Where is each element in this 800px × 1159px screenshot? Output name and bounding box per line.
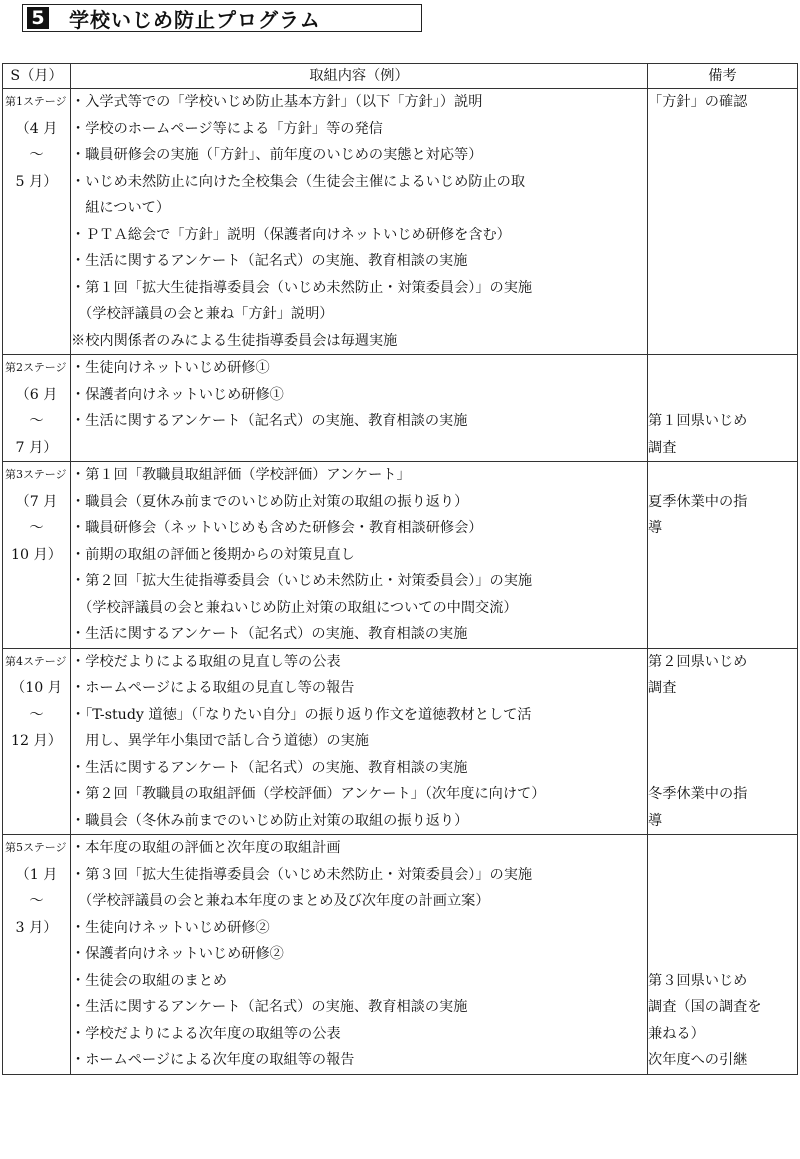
remark-line: 調査 [648, 680, 677, 696]
remark-line: 夏季休業中の指 [648, 493, 748, 510]
header-stage: S（月） [3, 64, 71, 89]
stage-line: 10 月） [11, 546, 62, 563]
stage-cell [3, 648, 71, 835]
table-body [3, 89, 798, 1075]
stage-line: ～ [29, 147, 44, 163]
remark-line: 「方針」の確認 [648, 94, 748, 110]
remark-line: 第３回県いじめ [648, 972, 748, 989]
stage-line: 7 月） [15, 439, 58, 456]
content-line: ・生活に関するアンケート（記名式）の実施、教育相談の実施 [71, 999, 468, 1015]
stage-line: 3 月） [15, 919, 58, 936]
content-line: ・職員研修会の実施（「方針」、前年度のいじめの実態と対応等） [71, 147, 483, 163]
table-row [3, 355, 798, 462]
content-line: ・生徒向けネットいじめ研修① [71, 360, 270, 376]
content-line: ・職員会（冬休み前までのいじめ防止対策の取組の振り返り） [71, 812, 469, 829]
header-content: 取組内容（例） [71, 64, 648, 89]
stage-line: 5 月） [15, 173, 58, 190]
stage-line: ～ [29, 413, 44, 429]
program-table [2, 63, 798, 1075]
content-cell [71, 355, 648, 462]
table-row [3, 89, 798, 355]
stage-line: ～ [29, 893, 44, 909]
table-row [3, 462, 798, 649]
table-row [3, 648, 798, 835]
content-line: ・職員会（夏休み前までのいじめ防止対策の取組の振り返り） [71, 493, 469, 510]
remark-line: 次年度への引継 [648, 1052, 748, 1068]
content-line: ・生活に関するアンケート（記名式）の実施、教育相談の実施 [71, 759, 468, 776]
remark-line: 導 [648, 812, 663, 829]
content-line: 組について） [71, 200, 171, 216]
content-line: ・ＰＴＡ総会で「方針」説明（保護者向けネットいじめ研修を含む） [71, 226, 511, 243]
remark-cell [648, 648, 798, 835]
content-cell [71, 89, 648, 355]
stage-line: （4 月 [15, 120, 58, 137]
content-line: ・ホームページによる取組の見直し等の報告 [71, 680, 355, 696]
stage-line: ～ [29, 706, 44, 723]
page-title: 学校いじめ防止プログラム [69, 7, 321, 32]
content-line: ・生活に関するアンケート（記名式）の実施、教育相談の実施 [71, 413, 468, 429]
content-cell [71, 648, 648, 835]
stage-cell [3, 89, 71, 355]
stage-line: （7 月 [15, 493, 58, 510]
spacer-line [648, 462, 797, 489]
remark-line: 第１回県いじめ [648, 413, 748, 429]
remark-line: 調査 [648, 439, 677, 456]
stage-line: 第2ステージ [5, 361, 67, 374]
stage-line: 12 月） [11, 733, 62, 749]
remark-cell [648, 89, 798, 355]
content-line: ・いじめ未然防止に向けた全校集会（生徒会主催によるいじめ防止の取 [71, 173, 526, 190]
content-line: ・入学式等での「学校いじめ防止基本方針」（以下「方針」）説明 [71, 94, 483, 110]
content-line: ・生活に関するアンケート（記名式）の実施、教育相談の実施 [71, 253, 468, 269]
spacer-line [648, 728, 797, 755]
content-line: ・学校だよりによる次年度の取組等の公表 [71, 1025, 341, 1042]
content-line: 用し、異学年小集団で話し合う道徳）の実施 [71, 733, 369, 749]
header-remark: 備考 [648, 64, 798, 89]
content-line: ・保護者向けネットいじめ研修① [71, 386, 284, 403]
content-line: ・「T-study 道徳」（「なりたい自分」の振り返り作文を道徳教材として活 [71, 706, 532, 723]
stage-line: 第4ステージ [5, 654, 67, 668]
stage-line: ～ [29, 520, 44, 536]
content-line: ・保護者向けネットいじめ研修② [71, 946, 284, 962]
content-line: ・職員研修会（ネットいじめも含めた研修会・教育相談研修会） [71, 520, 483, 536]
content-line: ・第２回「拡大生徒指導委員会（いじめ未然防止・対策委員会）」の実施 [71, 573, 533, 589]
table-row [3, 835, 798, 1075]
spacer-line [648, 862, 797, 889]
content-cell [71, 835, 648, 1075]
remark-line: 導 [648, 520, 663, 536]
spacer-line [648, 915, 797, 942]
remark-cell [648, 355, 798, 462]
spacer-line [648, 382, 797, 409]
content-line: ・生徒会の取組のまとめ [71, 972, 228, 989]
remark-line: 第２回県いじめ [648, 653, 748, 670]
section-number: 5 [27, 7, 49, 29]
stage-line: 第1ステージ [5, 95, 67, 108]
remark-cell [648, 835, 798, 1075]
remark-line: 調査（国の調査を [648, 999, 762, 1015]
content-line: （学校評議員の会と兼ねいじめ防止対策の取組についての中間交流） [71, 599, 518, 616]
content-line: ・前期の取組の評価と後期からの対策見直し [71, 546, 355, 563]
content-line: ※校内関係者のみによる生徒指導委員会は毎週実施 [71, 332, 398, 349]
remark-line: 兼ねる） [648, 1025, 705, 1042]
content-line: ・第１回「教職員取組評価（学校評価）アンケート」 [71, 467, 411, 483]
stage-cell [3, 355, 71, 462]
stage-line: （6 月 [15, 386, 58, 403]
stage-line: 第3ステージ [5, 468, 67, 481]
content-line: ・ホームページによる次年度の取組等の報告 [71, 1052, 355, 1068]
spacer-line [648, 702, 797, 729]
content-line: （学校評議員の会と兼ね「方針」説明） [71, 306, 334, 322]
content-line: ・生活に関するアンケート（記名式）の実施、教育相談の実施 [71, 626, 468, 642]
stage-line: （10 月 [11, 680, 62, 696]
stage-cell [3, 835, 71, 1075]
content-cell [71, 462, 648, 649]
stage-line: 第5ステージ [5, 841, 67, 854]
remark-line: 冬季休業中の指 [648, 786, 748, 802]
content-line: ・本年度の取組の評価と次年度の取組計画 [71, 840, 341, 856]
table-header-row [3, 64, 798, 89]
content-line: ・第３回「拡大生徒指導委員会（いじめ未然防止・対策委員会）」の実施 [71, 866, 533, 883]
spacer-line [648, 355, 797, 382]
stage-line: （1 月 [15, 866, 58, 883]
content-line: （学校評議員の会と兼ね本年度のまとめ及び次年度の計画立案） [71, 893, 490, 909]
content-line: ・生徒向けネットいじめ研修② [71, 919, 270, 936]
content-line: ・第２回「教職員の取組評価（学校評価）アンケート」（次年度に向けて） [71, 786, 546, 802]
content-line: ・第１回「拡大生徒指導委員会（いじめ未然防止・対策委員会）」の実施 [71, 279, 533, 296]
content-line: ・学校のホームページ等による「方針」等の発信 [71, 120, 383, 137]
spacer-line [648, 888, 797, 915]
spacer-line [648, 755, 797, 782]
content-line: ・学校だよりによる取組の見直し等の公表 [71, 653, 341, 670]
spacer-line [648, 941, 797, 968]
section-title-box [22, 4, 422, 32]
stage-cell [3, 462, 71, 649]
remark-cell [648, 462, 798, 649]
spacer-line [648, 835, 797, 862]
